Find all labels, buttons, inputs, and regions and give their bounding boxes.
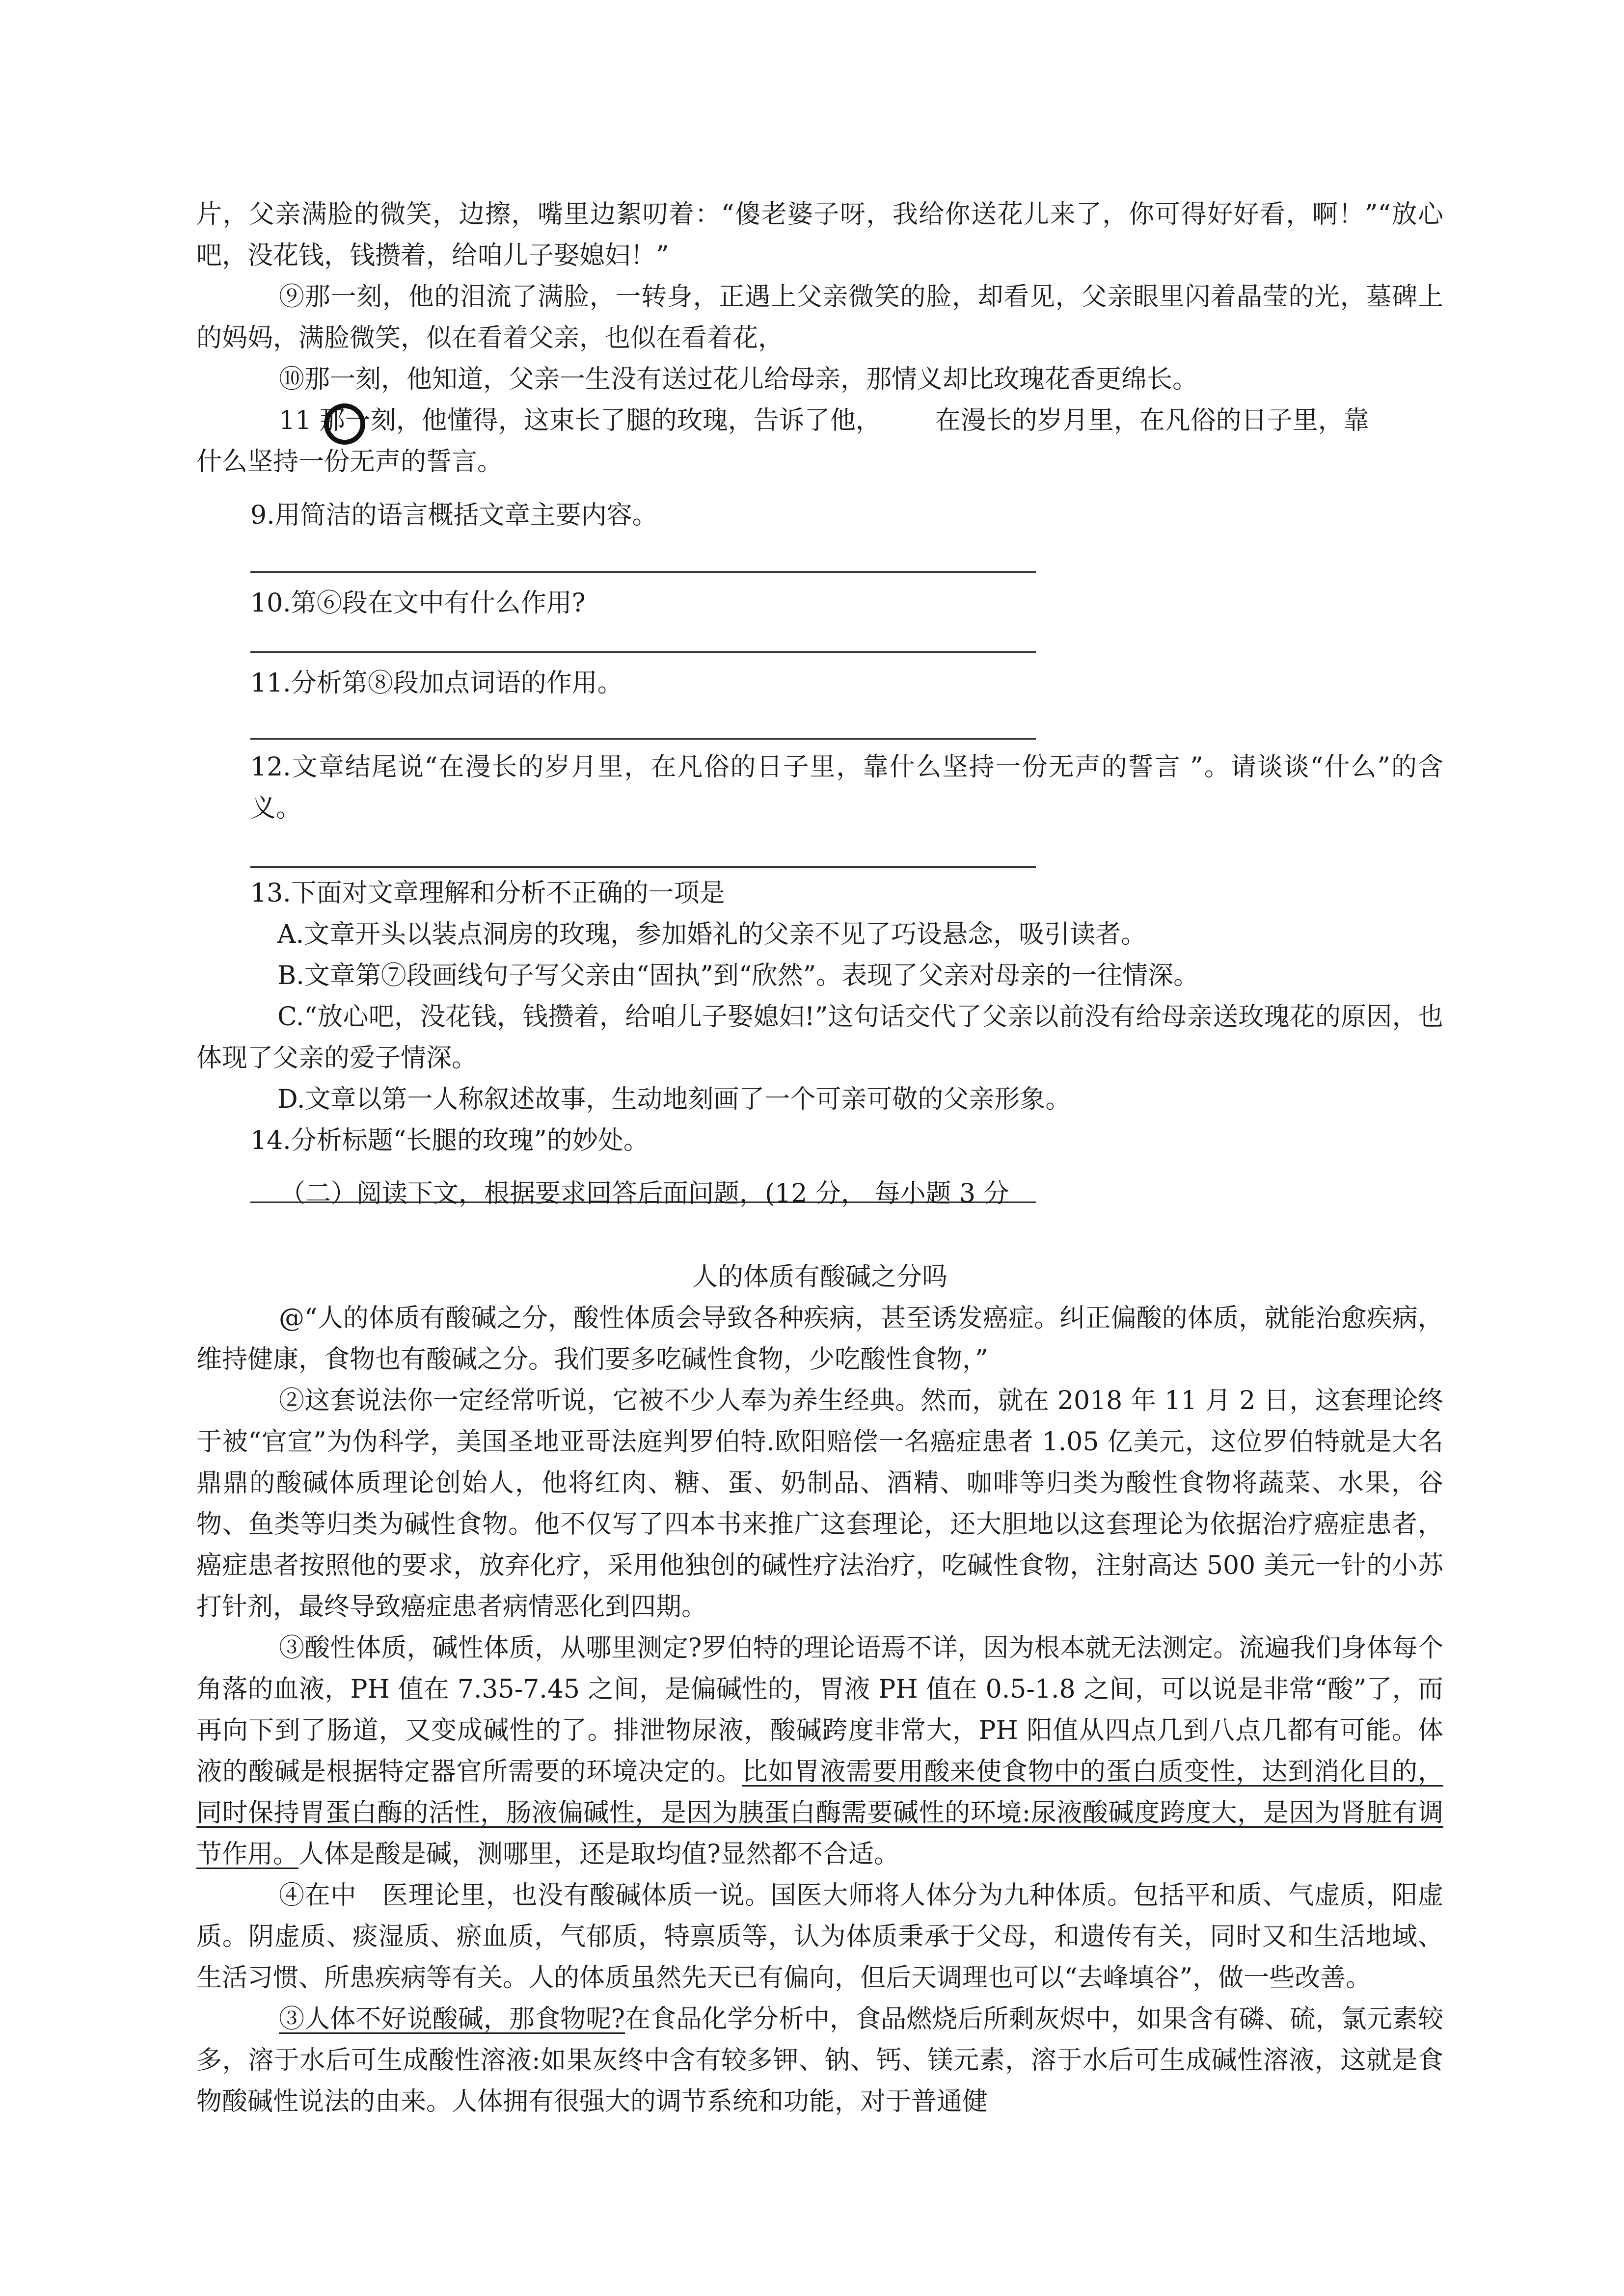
article-title: 人的体质有酸碱之分吗 xyxy=(692,1262,947,1292)
answer-line-12[interactable] xyxy=(250,866,1036,868)
story-paragraph-continued: 片，父亲满脸的微笑，边擦，嘴里边絮叨着：“傻老婆子呀，我给你送花儿来了，你可得好好看，啊！”“放心吧，没花钱，钱攒着，给咱儿子娶媳妇！” xyxy=(196,200,1443,270)
question-13-option-c: C.“放心吧，没花钱，钱攒着，给咱儿子娶媳妇!”这句话交代了父亲以前没有给母亲送玫瑰花的原因，也体现了父亲的爱子情深。 xyxy=(196,1002,1443,1073)
question-13-option-b: B.文章第⑦段画线句子写父亲由“固执”到“欣然”。表现了父亲对母亲的一往情深。 xyxy=(277,961,1199,990)
article-paragraph-1: @“人的体质有酸碱之分，酸性体质会导致各种疾病，甚至诱发癌症。纠正偏酸的体质，就能治愈疾病，维持健康，食物也有酸碱之分。我们要多吃碱性食物，少吃酸性食物，” xyxy=(196,1304,1443,1374)
article-paragraph-3-part-a: ③酸性体质，碱性体质，从哪里测定?罗伯特的理论语焉不详，因为根本就无法测定。流遍我们身体每个角落的血液，PH 值在 7.35-7.45 之间，是偏碱性的，胃液 PH 值在 0.5-1.8 之间，可以说是非常“酸”了，而再向下到了肠道，又变成碱性的了。排泄物尿液，酸碱跨度非常大，PH 阳值从四点几到八点几都有可能。体液的酸碱是根据特定器官所需要的环境决定的。 xyxy=(196,1633,1443,1787)
question-10: 10.第⑥段在文中有什么作用? xyxy=(250,588,586,618)
article-paragraph-3 xyxy=(196,1628,1443,1875)
story-paragraph-11-part-a: 11 那一刻，他懂得，这束长了腿的玫瑰，告诉了他， xyxy=(279,406,881,435)
section-2-header: （二）阅读下文，根据要求回答后面问题，(12 分， 每小题 3 分 xyxy=(280,1179,1009,1208)
question-13-option-d: D.文章以第一人称叙述故事，生动地刻画了一个可亲可敬的父亲形象。 xyxy=(277,1085,1071,1114)
underlined-sentence-paragraph-5: ③人体不好说酸碱，那食物呢? xyxy=(279,2004,625,2034)
answer-line-9[interactable] xyxy=(250,571,1036,573)
story-paragraph-9: ⑨那一刻，他的泪流了满脸，一转身，正遇上父亲微笑的脸，却看见，父亲眼里闪着晶莹的光，墓碑上的妈妈，满脸微笑，似在看着父亲，也似在看着花， xyxy=(196,282,1443,353)
question-9: 9.用简洁的语言概括文章主要内容。 xyxy=(250,501,658,530)
article-paragraph-3-part-b: 人体是酸是碱，测哪里，还是取均值?显然都不合适。 xyxy=(298,1840,899,1869)
questions-block xyxy=(196,495,1443,1203)
story-paragraph-11-end: 什么坚持一份无声的誓言。 xyxy=(196,447,503,477)
question-14: 14.分析标题“长腿的玫瑰”的妙处。 xyxy=(250,1126,649,1155)
section-2 xyxy=(196,1173,1443,2122)
answer-line-11[interactable] xyxy=(250,738,1036,740)
underlined-sentence-paragraph-3: 比如胃液需要用酸来使食物中的蛋白质变性，达到消化目的，同时保持胃蛋白酶的活性，肠液偏碱性，是因为胰蛋白酶需要碱性的环境:尿液酸碱度跨度大，是因为肾脏有调节作用。 xyxy=(196,1757,1443,1869)
question-12: 12.文章结尾说“在漫长的岁月里，在凡俗的日子里，靠什么坚持一份无声的誓言 ”。请谈谈“什么”的含义。 xyxy=(250,752,1443,823)
story-paragraph-11-part-b: 在漫长的岁月里，在凡俗的日子里，靠 xyxy=(935,406,1369,435)
article-paragraph-2: ②这套说法你一定经常听说，它被不少人奉为养生经典。然而，就在 2018 年 11 月 2 日，这套理论终于被“官宣”为伪科学，美国圣地亚哥法庭判罗伯特.欧阳赔偿一名癌症患者 1.05 亿美元，这位罗伯特就是大名鼎鼎的酸碱体质理论创始人，他将红肉、糖、蛋、奶制品、酒精、咖啡等归类为酸性食物将蔬菜、水果，谷物、鱼类等归类为碱性食物。他不仅写了四本书来推广这套理论，还大胆地以这套理论为依据治疗癌症患者，癌症患者按照他的要求，放弃化疗，采用他独创的碱性疗法治疗，吃碱性食物，注射高达 500 美元一针的小苏打针剂，最终导致癌症患者病情恶化到四期。 xyxy=(196,1386,1443,1622)
answer-line-10[interactable] xyxy=(250,651,1036,653)
story-tail xyxy=(196,194,1443,482)
question-13: 13.下面对文章理解和分析不正确的一项是 xyxy=(250,879,725,908)
article-paragraph-5 xyxy=(196,1999,1443,2122)
article-paragraph-4: ④在中 医理论里，也没有酸碱体质一说。国医大师将人体分为九种体质。包括平和质、气虚质，阳虚质。阴虚质、痰湿质、瘀血质，气郁质，特禀质等，认为体质秉承于父母，和遗传有关，同时又和生活地域、生活习惯、所患疾病等有关。人的体质虽然先天已有偏向，但后天调理也可以“去峰填谷”，做一些改善。 xyxy=(196,1881,1443,1993)
story-paragraph-10: ⑩那一刻，他知道，父亲一生没有送过花儿给母亲，那情义却比玫瑰花香更绵长。 xyxy=(279,365,1198,394)
article-paragraph-5-rest: 在食品化学分析中，食品燃烧后所剩灰烬中，如果含有磷、硫，氯元素较多，溶于水后可生成酸性溶液:如果灰终中含有较多钾、钠、钙、镁元素，溶于水后可生成碱性溶液，这就是食物酸碱性说法的由来。人体拥有很强大的调节系统和功能，对于普通健 xyxy=(196,2004,1443,2116)
story-paragraph-11 xyxy=(196,400,1443,441)
ink-circle-mark xyxy=(324,403,365,445)
question-11: 11.分析第⑧段加点词语的作用。 xyxy=(250,668,623,698)
question-13-option-a: A.文章开头以装点洞房的玫瑰，参加婚礼的父亲不见了巧设悬念，吸引读者。 xyxy=(277,920,1147,949)
